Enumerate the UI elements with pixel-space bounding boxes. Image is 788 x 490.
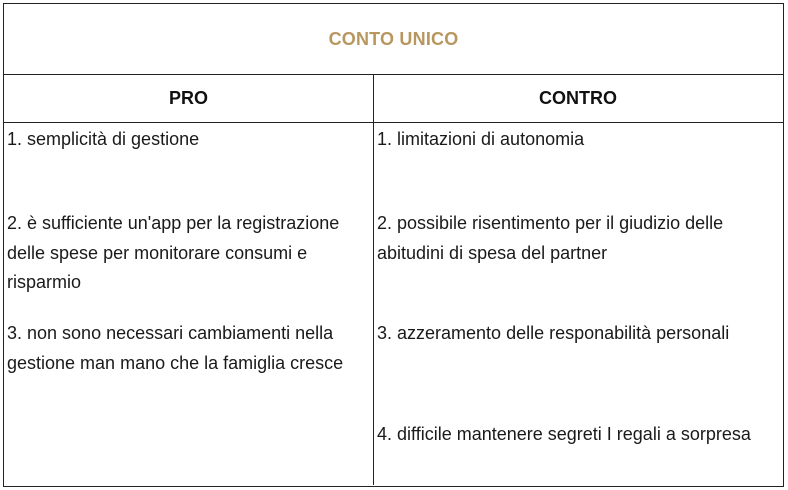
contro-item: 4. difficile mantenere segreti I regali a sorpresa: [377, 424, 751, 444]
pro-item: 3. non sono necessari cambiamenti nella gestione man mano che la famiglia cresce: [7, 323, 344, 373]
contro-item: 1. limitazioni di autonomia: [377, 129, 585, 149]
pro-item: 1. semplicità di gestione: [7, 129, 200, 149]
contro-column: [374, 123, 782, 485]
header-row: [4, 75, 783, 123]
table-title: CONTO UNICO: [328, 28, 459, 49]
pro-column: [4, 123, 374, 485]
pro-item: 2. è sufficiente un'app per la registrazione delle spese per monitorare consumi e risparmio: [7, 213, 340, 292]
comparison-table: [3, 3, 784, 487]
title-row: [4, 4, 783, 75]
header-contro: CONTRO: [539, 88, 617, 108]
header-pro: PRO: [4, 75, 374, 122]
body-row: [4, 123, 783, 485]
contro-item: 3. azzeramento delle responabilità personali: [377, 323, 730, 343]
contro-item: 2. possibile risentimento per il giudizio delle abitudini di spesa del partner: [377, 213, 724, 263]
